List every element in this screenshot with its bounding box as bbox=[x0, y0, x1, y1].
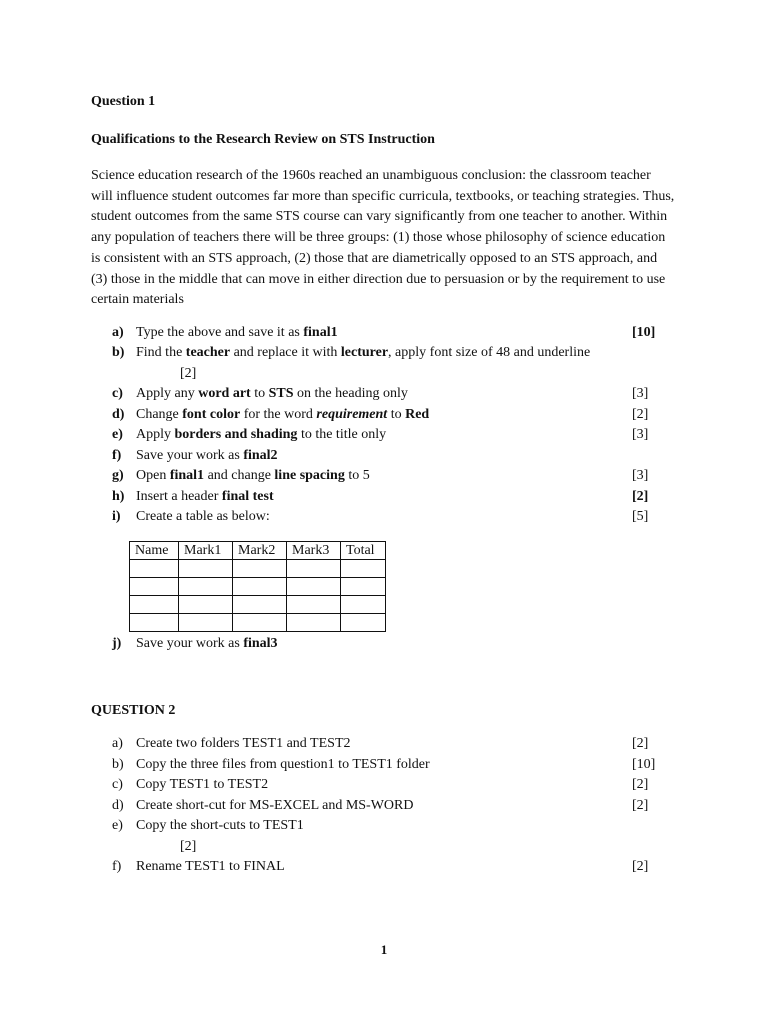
marks-table bbox=[129, 541, 386, 632]
table-cell bbox=[341, 614, 386, 632]
item-label: g) bbox=[112, 468, 124, 483]
q1-item-g bbox=[112, 466, 672, 486]
question-2-heading: QUESTION 2 bbox=[91, 703, 176, 718]
q1-item-b-mark: [2] bbox=[180, 366, 197, 381]
table-cell bbox=[233, 578, 287, 596]
item-text: Save your work as bbox=[136, 636, 244, 651]
table-cell bbox=[341, 578, 386, 596]
item-text: Create a table as below: bbox=[136, 509, 270, 524]
item-label: f) bbox=[112, 448, 122, 463]
item-mark: [2] bbox=[632, 859, 649, 874]
table-header-cell: Total bbox=[341, 542, 386, 560]
item-label: d) bbox=[112, 407, 125, 422]
q2-item-c bbox=[112, 775, 672, 795]
item-label: b) bbox=[112, 757, 124, 772]
item-label: e) bbox=[112, 427, 123, 442]
item-mark: [2] bbox=[632, 489, 649, 504]
item-text: Find the bbox=[136, 345, 186, 360]
item-text: Change bbox=[136, 407, 183, 422]
table-cell bbox=[341, 596, 386, 614]
q1-item-e bbox=[112, 425, 672, 445]
question-1-title: Qualifications to the Research Review on STS Instruction bbox=[91, 132, 435, 147]
item-mark: [5] bbox=[632, 509, 649, 524]
item-label: d) bbox=[112, 798, 124, 813]
table-cell bbox=[179, 578, 233, 596]
q1-item-a bbox=[112, 323, 672, 343]
item-text: Copy the short-cuts to TEST1 bbox=[136, 818, 304, 833]
item-mark: [3] bbox=[632, 468, 649, 483]
item-label: c) bbox=[112, 777, 123, 792]
q1-item-j bbox=[112, 634, 672, 654]
item-text: to bbox=[250, 386, 269, 401]
item-bold-text: line spacing bbox=[274, 468, 345, 483]
q2-item-e bbox=[112, 816, 672, 836]
table-header-cell: Mark2 bbox=[233, 542, 287, 560]
item-bold-text: STS bbox=[268, 386, 294, 401]
item-mark: [2] bbox=[632, 736, 649, 751]
item-text: to the title only bbox=[297, 427, 387, 442]
table-cell bbox=[233, 614, 287, 632]
table-row bbox=[130, 578, 386, 596]
item-label: c) bbox=[112, 386, 123, 401]
table-cell bbox=[287, 596, 341, 614]
page-number: 1 bbox=[380, 942, 388, 957]
item-text: and change bbox=[204, 468, 275, 483]
q2-item-f bbox=[112, 857, 672, 877]
item-label: i) bbox=[112, 509, 121, 524]
q1-item-f bbox=[112, 446, 672, 466]
table-cell bbox=[130, 560, 179, 578]
table-cell bbox=[130, 596, 179, 614]
q2-item-a bbox=[112, 734, 672, 754]
table-cell bbox=[130, 578, 179, 596]
table-cell bbox=[179, 614, 233, 632]
item-text: Create two folders TEST1 and TEST2 bbox=[136, 736, 351, 751]
item-bold-text: borders and shading bbox=[174, 427, 298, 442]
q2-item-d bbox=[112, 796, 672, 816]
item-bold-text: Red bbox=[405, 407, 430, 422]
item-mark: [3] bbox=[632, 386, 649, 401]
item-text: to 5 bbox=[344, 468, 370, 483]
question-1-heading: Question 1 bbox=[91, 94, 156, 109]
q2-item-e-mark: [2] bbox=[180, 839, 197, 854]
q1-item-c bbox=[112, 384, 672, 404]
item-text: Copy the three files from question1 to TEST1 folder bbox=[136, 757, 430, 772]
item-text: Open bbox=[136, 468, 170, 483]
table-cell bbox=[233, 560, 287, 578]
table-header-row bbox=[130, 542, 386, 560]
table-cell bbox=[233, 596, 287, 614]
item-mark: [2] bbox=[632, 777, 649, 792]
item-label: e) bbox=[112, 818, 123, 833]
item-text: Copy TEST1 to TEST2 bbox=[136, 777, 269, 792]
item-label: a) bbox=[112, 325, 124, 340]
table-cell bbox=[287, 578, 341, 596]
item-label: f) bbox=[112, 859, 122, 874]
table-row bbox=[130, 596, 386, 614]
table-header-cell: Name bbox=[130, 542, 179, 560]
item-bold-text: final test bbox=[221, 489, 274, 504]
table-cell bbox=[341, 560, 386, 578]
table-row bbox=[130, 560, 386, 578]
table-cell bbox=[179, 596, 233, 614]
table-row bbox=[130, 614, 386, 632]
item-text: Apply bbox=[136, 427, 175, 442]
item-text: Insert a header bbox=[136, 489, 222, 504]
item-bold-text: word art bbox=[198, 386, 251, 401]
q1-item-b bbox=[112, 343, 672, 363]
q2-item-b bbox=[112, 755, 672, 775]
item-text: for the word bbox=[240, 407, 317, 422]
item-text: Rename TEST1 to FINAL bbox=[136, 859, 285, 874]
item-label: j) bbox=[112, 636, 122, 651]
q1-item-h bbox=[112, 487, 672, 507]
item-text: and replace it with bbox=[230, 345, 341, 360]
table-cell bbox=[130, 614, 179, 632]
item-label: a) bbox=[112, 736, 123, 751]
table-header-cell: Mark3 bbox=[287, 542, 341, 560]
item-text: Type the above and save it as bbox=[136, 325, 304, 340]
item-text: Save your work as bbox=[136, 448, 244, 463]
item-text: Apply any bbox=[136, 386, 199, 401]
item-bold-italic-text: requirement bbox=[316, 407, 388, 422]
table-cell bbox=[287, 614, 341, 632]
item-text: Create short-cut for MS-EXCEL and MS-WORD bbox=[136, 798, 414, 813]
table-cell bbox=[179, 560, 233, 578]
item-mark: [10] bbox=[632, 757, 656, 772]
table-cell bbox=[287, 560, 341, 578]
item-text: on the heading only bbox=[293, 386, 408, 401]
item-text: , apply font size of 48 and underline bbox=[388, 345, 591, 360]
item-mark: [3] bbox=[632, 427, 649, 442]
item-bold-text: final1 bbox=[169, 468, 205, 483]
item-mark: [2] bbox=[632, 407, 649, 422]
item-label: b) bbox=[112, 345, 125, 360]
item-text: to bbox=[387, 407, 406, 422]
table-header-cell: Mark1 bbox=[179, 542, 233, 560]
question-1-paragraph: Science education research of the 1960s reached an unambiguous conclusion: the classroom teacher will influence student outcomes far more than specific curricula, textbooks, or teaching strategies. Thus, student outcomes from the same STS course can vary significantly from one teacher to another. Within any population of teachers there will be three groups: (1) those whose philosophy of science education is consistent with an STS approach, (2) those that are diametrically opposed to an STS approach, and (3) those in the middle that can move in either direction due to persuasion or by the requirement to use certain materials bbox=[91, 168, 675, 308]
item-mark: [2] bbox=[632, 798, 649, 813]
item-label: h) bbox=[112, 489, 125, 504]
item-bold-text: final3 bbox=[243, 636, 278, 651]
item-bold-text: final1 bbox=[303, 325, 338, 340]
q1-item-d bbox=[112, 405, 672, 425]
item-bold-text: font color bbox=[182, 407, 241, 422]
item-bold-text: final2 bbox=[243, 448, 278, 463]
item-bold-text: lecturer bbox=[340, 345, 389, 360]
item-mark: [10] bbox=[632, 325, 656, 340]
q1-item-i bbox=[112, 507, 672, 527]
item-bold-text: teacher bbox=[185, 345, 231, 360]
